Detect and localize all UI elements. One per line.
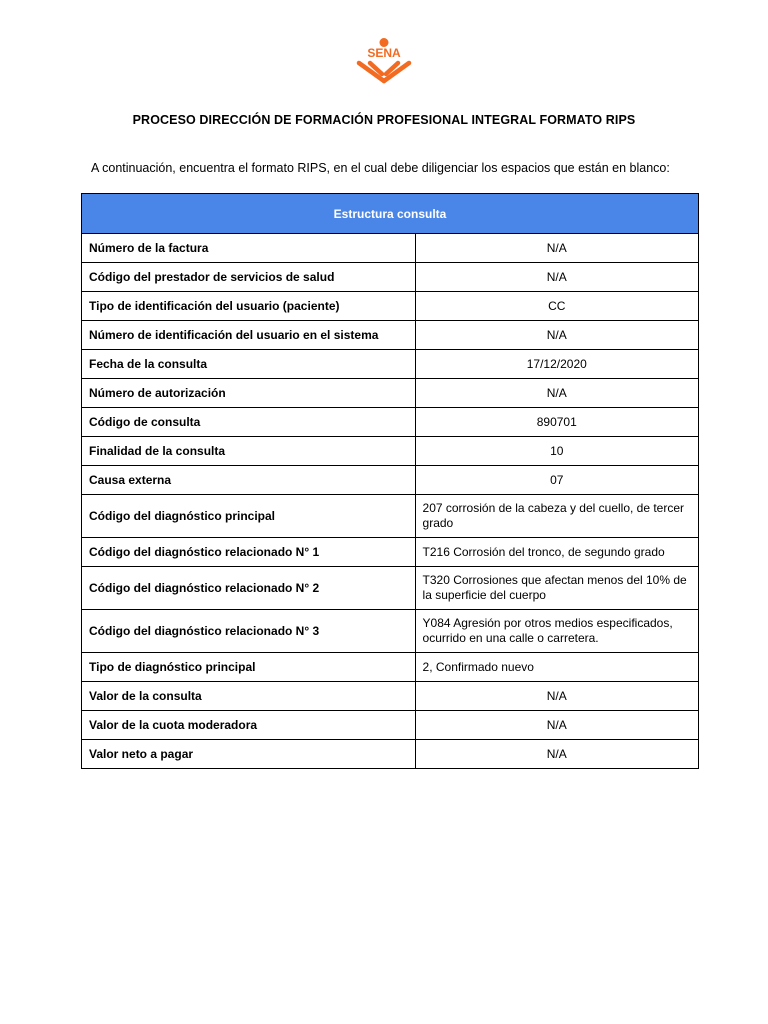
table-row (82, 263, 699, 292)
table-row (82, 711, 699, 740)
row-label: Código del prestador de servicios de salud (82, 263, 416, 292)
row-label: Causa externa (82, 466, 416, 495)
table-row (82, 437, 699, 466)
row-label: Fecha de la consulta (82, 350, 416, 379)
table-row (82, 495, 699, 538)
table-row (82, 350, 699, 379)
row-label: Código del diagnóstico principal (82, 495, 416, 538)
table-row (82, 466, 699, 495)
row-label: Código del diagnóstico relacionado N° 3 (82, 610, 416, 653)
row-label: Valor neto a pagar (82, 740, 416, 769)
row-value: T320 Corrosiones que afectan menos del 10% de la superficie del cuerpo (415, 567, 698, 610)
row-label: Número de identificación del usuario en el sistema (82, 321, 416, 350)
table-row (82, 740, 699, 769)
row-value: 10 (415, 437, 698, 466)
table-row (82, 321, 699, 350)
table-row (82, 682, 699, 711)
row-label: Valor de la cuota moderadora (82, 711, 416, 740)
row-value: 890701 (415, 408, 698, 437)
row-value: T216 Corrosión del tronco, de segundo grado (415, 538, 698, 567)
table-row (82, 653, 699, 682)
row-label: Finalidad de la consulta (82, 437, 416, 466)
table-row (82, 292, 699, 321)
row-label: Valor de la consulta (82, 682, 416, 711)
row-label: Número de la factura (82, 234, 416, 263)
row-value: N/A (415, 379, 698, 408)
logo-text: SENA (367, 46, 401, 60)
row-value: 17/12/2020 (415, 350, 698, 379)
table-row (82, 379, 699, 408)
row-label: Tipo de diagnóstico principal (82, 653, 416, 682)
row-value: Y084 Agresión por otros medios especificados, ocurrido en una calle o carretera. (415, 610, 698, 653)
table-row (82, 408, 699, 437)
row-value: N/A (415, 263, 698, 292)
document-title: PROCESO DIRECCIÓN DE FORMACIÓN PROFESIONAL INTEGRAL FORMATO RIPS (132, 113, 636, 127)
table-row (82, 567, 699, 610)
row-value: N/A (415, 321, 698, 350)
row-label: Tipo de identificación del usuario (paciente) (82, 292, 416, 321)
row-value: N/A (415, 711, 698, 740)
row-label: Código de consulta (82, 408, 416, 437)
table-row (82, 538, 699, 567)
row-value: N/A (415, 234, 698, 263)
row-value: 07 (415, 466, 698, 495)
row-label: Número de autorización (82, 379, 416, 408)
table-row (82, 234, 699, 263)
table-header: Estructura consulta (82, 194, 699, 234)
row-value: 207 corrosión de la cabeza y del cuello, de tercer grado (415, 495, 698, 538)
row-label: Código del diagnóstico relacionado N° 1 (82, 538, 416, 567)
row-value: 2, Confirmado nuevo (415, 653, 698, 682)
row-label: Código del diagnóstico relacionado N° 2 (82, 567, 416, 610)
sena-logo (355, 38, 413, 84)
intro-text: A continuación, encuentra el formato RIPS, en el cual debe diligenciar los espacios que están en blanco: (91, 161, 670, 175)
row-value: N/A (415, 740, 698, 769)
row-value: N/A (415, 682, 698, 711)
row-value: CC (415, 292, 698, 321)
table-row (82, 610, 699, 653)
rips-table (81, 193, 699, 769)
